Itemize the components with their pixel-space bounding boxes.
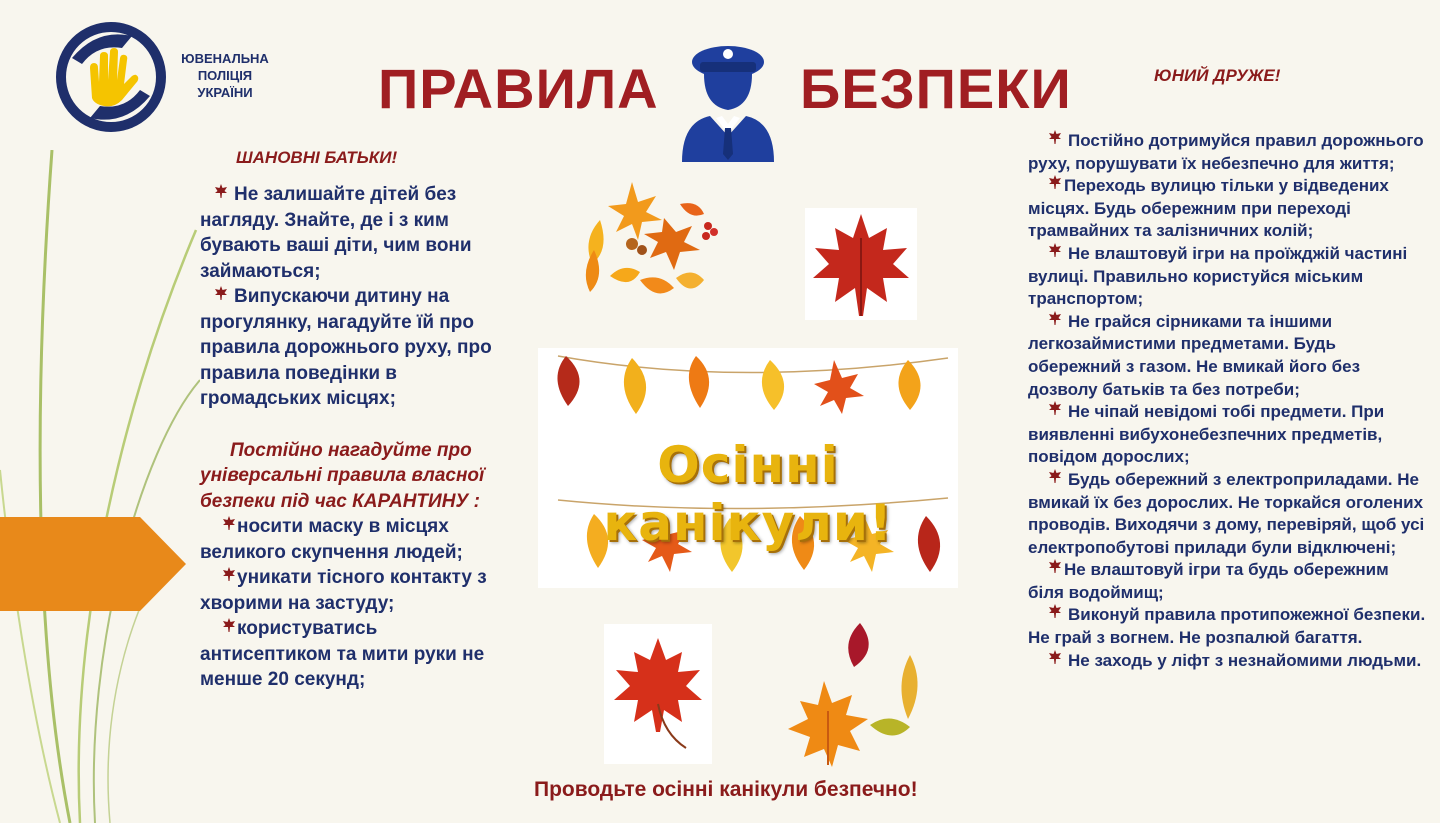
maple-leaf-picture xyxy=(805,208,917,320)
maple-leaf-icon xyxy=(1048,311,1062,325)
quarantine-item-text: уникати тісного контакту з хворими на застуду; xyxy=(200,567,487,614)
kids-item-text: Не влаштовуй ігри на проїжджій частині вулиці. Правильно користуйся міським транспортом; xyxy=(1028,243,1408,309)
maple-leaf-icon xyxy=(222,516,236,530)
page-title-right: БЕЗПЕКИ xyxy=(800,57,1072,120)
kids-item-text: Не заходь у ліфт з незнайомими людьми. xyxy=(1068,650,1422,670)
logo-caption xyxy=(172,50,278,101)
maple-leaf-icon xyxy=(1048,130,1062,144)
maple-leaf-icon xyxy=(1048,175,1062,189)
quarantine-intro: Постійно нагадуйте про універсальні правила власної безпеки під час КАРАНТИНУ : xyxy=(200,439,485,512)
parents-greeting: ШАНОВНІ БАТЬКИ! xyxy=(236,148,398,167)
quarantine-item-text: носити маску в місцях великого скупчення людей; xyxy=(200,516,463,563)
list-item xyxy=(1028,175,1428,243)
autumn-holidays-banner xyxy=(538,348,958,588)
list-item xyxy=(1028,559,1428,604)
list-item xyxy=(1028,243,1428,311)
list-item xyxy=(1028,311,1428,401)
list-item xyxy=(200,514,500,565)
logo-line: УКРАЇНИ xyxy=(197,85,253,100)
maple-leaf-icon xyxy=(222,567,236,581)
footer-note: Проводьте осінні канікули безпечно! xyxy=(534,778,918,801)
list-item xyxy=(1028,469,1428,559)
kids-greeting: ЮНИЙ ДРУЖЕ! xyxy=(1154,66,1281,85)
list-item xyxy=(1028,604,1428,649)
maple-leaf-icon xyxy=(1048,604,1062,618)
parents-advice xyxy=(200,182,500,693)
maple-leaf-icon xyxy=(214,184,228,198)
autumn-leaves-pile xyxy=(770,615,950,775)
kids-item-text: Переходь вулицю тільки у відведених місцях. Будь обережним при переході трамвайних та залізничних колій; xyxy=(1028,176,1389,241)
maple-leaf-icon xyxy=(214,286,228,300)
banner-title: Осінні канікули! xyxy=(603,436,893,552)
list-item xyxy=(200,565,500,616)
parents-item-text: Випускаючи дитину на прогулянку, нагадуйте їй про правила дорожнього руху, про правила поведінки в громадських місцях; xyxy=(200,286,492,409)
kids-item-text: Постійно дотримуйся правил дорожнього руху, порушувати їх небезпечно для життя; xyxy=(1028,131,1424,173)
page-title-left: ПРАВИЛА xyxy=(378,57,659,120)
juvenile-police-logo xyxy=(52,18,170,136)
police-officer-icon xyxy=(676,36,780,162)
maple-leaf-icon xyxy=(1048,243,1062,257)
orange-arrow-shape xyxy=(0,517,186,611)
quarantine-item-text: користуватись антисептиком та мити руки не менше 20 секунд; xyxy=(200,618,485,690)
autumn-leaves-wreath xyxy=(580,180,730,310)
kids-item-text: Не чіпай невідомі тобі предмети. При виявленні вибухонебезпечних предметів, повідом дорослих; xyxy=(1028,402,1385,467)
kids-item-text: Будь обережний з електроприладами. Не вмикай їх без дорослих. Не торкайся оголених проводів. Виходячи з дому, перевіряй, щоб усі електропобутові прилади були відключені; xyxy=(1028,469,1425,557)
kids-advice xyxy=(1028,130,1428,672)
list-item xyxy=(1028,401,1428,469)
maple-leaf-icon xyxy=(1048,559,1062,573)
list-item xyxy=(200,284,500,412)
maple-leaf-icon xyxy=(1048,650,1062,664)
maple-leaf-icon xyxy=(805,208,917,320)
parents-item-text: Не залишайте дітей без нагляду. Знайте, де і з ким бувають ваші діти, чим вони займаються; xyxy=(200,184,472,282)
logo-line: ПОЛІЦІЯ xyxy=(197,68,253,83)
maple-leaf-icon xyxy=(1048,469,1062,483)
maple-leaf-picture xyxy=(604,624,712,764)
logo-line: ЮВЕНАЛЬНА xyxy=(181,51,269,66)
kids-item-text: Не грайся сірниками та іншими легкозаймистими предметами. Будь обережний з газом. Не вмикай його без дозволу батьків та без потреби; xyxy=(1028,311,1361,399)
maple-leaf-icon xyxy=(222,618,236,632)
list-item xyxy=(200,616,500,693)
kids-item-text: Виконуй правила протипожежної безпеки. Не грай з вогнем. Не розпалюй багаття. xyxy=(1028,605,1426,648)
list-item xyxy=(1028,130,1428,175)
decorative-stems xyxy=(0,150,200,823)
list-item xyxy=(200,182,500,284)
maple-leaf-icon xyxy=(604,624,712,764)
maple-leaf-icon xyxy=(1048,401,1062,415)
kids-item-text: Не влаштовуй ігри та будь обережним біля водоймищ; xyxy=(1028,560,1389,602)
list-item xyxy=(1028,650,1428,673)
